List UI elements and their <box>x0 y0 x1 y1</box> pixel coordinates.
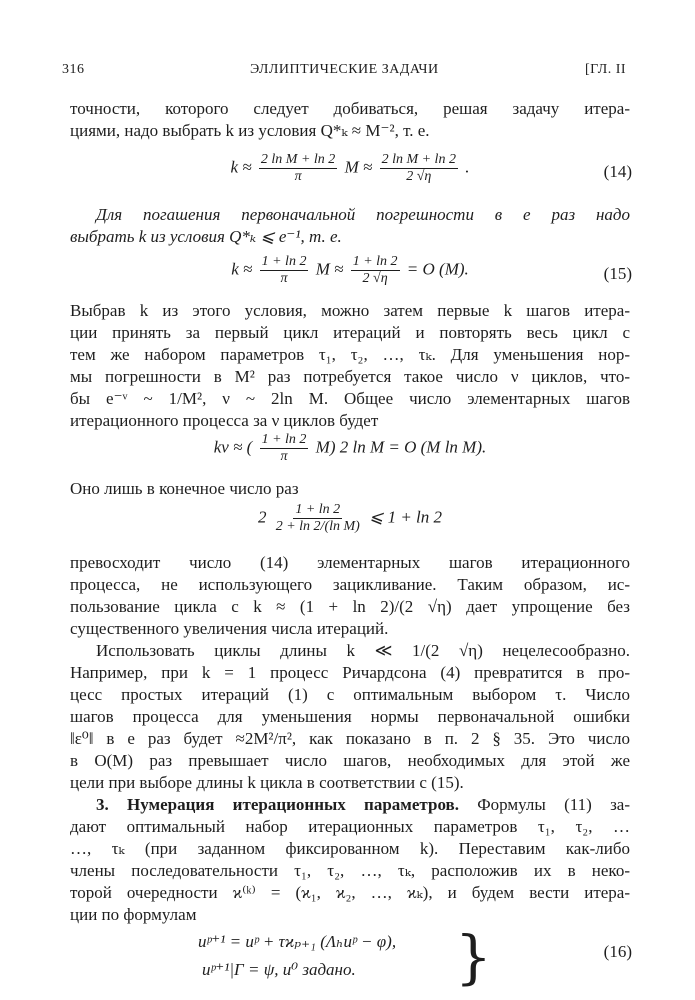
eq-row: uᵖ⁺¹ = uᵖ + τϰₚ₊₁ (Λₕuᵖ − φ), <box>198 932 397 951</box>
text-line: в O(M) раз превышает число шагов, необходимых для этой же <box>70 751 630 770</box>
equation-number: (14) <box>603 162 632 181</box>
eq-text: . <box>465 157 470 177</box>
fraction-denominator: π <box>280 449 288 464</box>
equation-14 <box>70 152 630 185</box>
fraction-numerator: 1 + ln 2 <box>295 502 341 517</box>
running-title: ЭЛЛИПТИЧЕСКИЕ ЗАДАЧИ <box>250 62 439 77</box>
equation-number: (15) <box>603 264 632 283</box>
fraction <box>259 152 337 185</box>
eq-text: M) 2 ln M = O (M ln M). <box>315 437 487 457</box>
eq-text: 2 <box>257 507 267 527</box>
fraction-denominator: π <box>294 169 302 184</box>
eq-text: = O (M). <box>406 259 469 279</box>
text-line: Например, при k = 1 процесс Ричардсона (4) превратится в про- <box>70 663 630 682</box>
equation-ratio <box>70 502 630 535</box>
fraction-denominator: 2 √η <box>362 271 388 286</box>
text-line: итерационного процесса за ν циклов будет <box>70 411 379 430</box>
equation-cycles <box>70 432 630 465</box>
brace: } <box>455 923 492 991</box>
text-line: дают оптимальный набор итерационных параметров τ₁, τ₂, … <box>70 817 630 836</box>
text-line: Для погашения первоначальной погрешности в e раз надо <box>96 205 630 224</box>
equation-16 <box>198 928 396 984</box>
fraction <box>260 254 309 287</box>
section-heading: 3. Нумерация итерационных параметров. <box>96 795 459 814</box>
eq-text: k ≈ <box>231 259 253 279</box>
eq-text: kν ≈ ( <box>213 437 253 457</box>
fraction <box>274 502 362 535</box>
text-line: цели при выборе длины k цикла в соответствии с (15). <box>70 773 464 792</box>
fraction-denominator: π <box>280 271 288 286</box>
text-line: превосходит число (14) элементарных шагов итерационного <box>70 553 630 572</box>
fraction-denominator: 2 + ln 2/(ln M) <box>275 519 360 534</box>
equation-number: (16) <box>603 942 632 961</box>
text-line: шагов процесса для уменьшения нормы первоначальной ошибки <box>70 707 630 726</box>
text-line: Оно лишь в конечное число раз <box>70 479 299 498</box>
page-number: 316 <box>62 62 85 77</box>
eq-text: ⩽ 1 + ln 2 <box>369 507 443 527</box>
text-line: цесс простых итераций (1) с оптимальным выбором τ. Число <box>70 685 630 704</box>
equation-15 <box>70 254 630 287</box>
fraction <box>380 152 458 185</box>
fraction-denominator: 2 √η <box>406 169 432 184</box>
fraction-numerator: 1 + ln 2 <box>261 254 307 269</box>
text-line: выбрать k из условия Q*ₖ ⩽ e⁻¹, т. е. <box>70 227 342 246</box>
fraction-numerator: 2 ln M + ln 2 <box>381 152 456 167</box>
fraction <box>260 432 309 465</box>
eq-text: M ≈ <box>344 157 373 177</box>
fraction-numerator: 1 + ln 2 <box>261 432 307 447</box>
text-line <box>96 794 630 816</box>
text-line: бы e⁻ᵛ ~ 1/M², ν ~ 2ln M. Общее число элементарных шагов <box>70 389 630 408</box>
text-line: ции принять за первый цикл итераций и повторять весь цикл с <box>70 323 630 342</box>
fraction-numerator: 2 ln M + ln 2 <box>260 152 336 167</box>
text-line: торой очередности ϰ⁽ᵏ⁾ = (ϰ₁, ϰ₂, …, ϰₖ), и будем вести итера- <box>70 883 630 902</box>
eq-row: uᵖ⁺¹|Γ = ψ, u⁰ задано. <box>202 960 356 979</box>
text-line: члены последовательности τ₁, τ₂, …, τₖ, расположив их в неко- <box>70 861 630 880</box>
text-line: ции по формулам <box>70 905 197 924</box>
text-line: процесса, не использующего зацикливание. Таким образом, ис- <box>70 575 630 594</box>
text-line: …, τₖ (при заданном фиксированном k). Переставим как-либо <box>70 839 630 858</box>
chapter-label: [ГЛ. II <box>585 62 627 77</box>
text-line: ‖ε⁰‖ в e раз будет ≈2M²/π², как показано в п. 2 § 35. Это число <box>70 729 630 748</box>
text-line: Использовать циклы длины k ≪ 1/(2 √η) нецелесообразно. <box>96 641 630 660</box>
fraction-numerator: 1 + ln 2 <box>352 254 398 269</box>
fraction <box>351 254 400 287</box>
text-line: существенного увеличения числа итераций. <box>70 619 389 638</box>
eq-text: M ≈ <box>315 259 344 279</box>
text-span: Формулы (11) за- <box>477 795 630 814</box>
text-line: точности, которого следует добиваться, решая задачу итера- <box>70 99 630 118</box>
text-line: циями, надо выбрать k из условия Q*ₖ ≈ M⁻², т. е. <box>70 121 430 140</box>
text-line: мы погрешности в M² раз потребуется такое число ν циклов, что- <box>70 367 630 386</box>
text-line: тем же набором параметров τ₁, τ₂, …, τₖ. Для уменьшения нор- <box>70 345 630 364</box>
eq-text: k ≈ <box>230 157 252 177</box>
text-line: Выбрав k из этого условия, можно затем первые k шагов итера- <box>70 301 630 320</box>
text-line: пользование цикла с k ≈ (1 + ln 2)/(2 √η) дает упрощение без <box>70 597 630 616</box>
